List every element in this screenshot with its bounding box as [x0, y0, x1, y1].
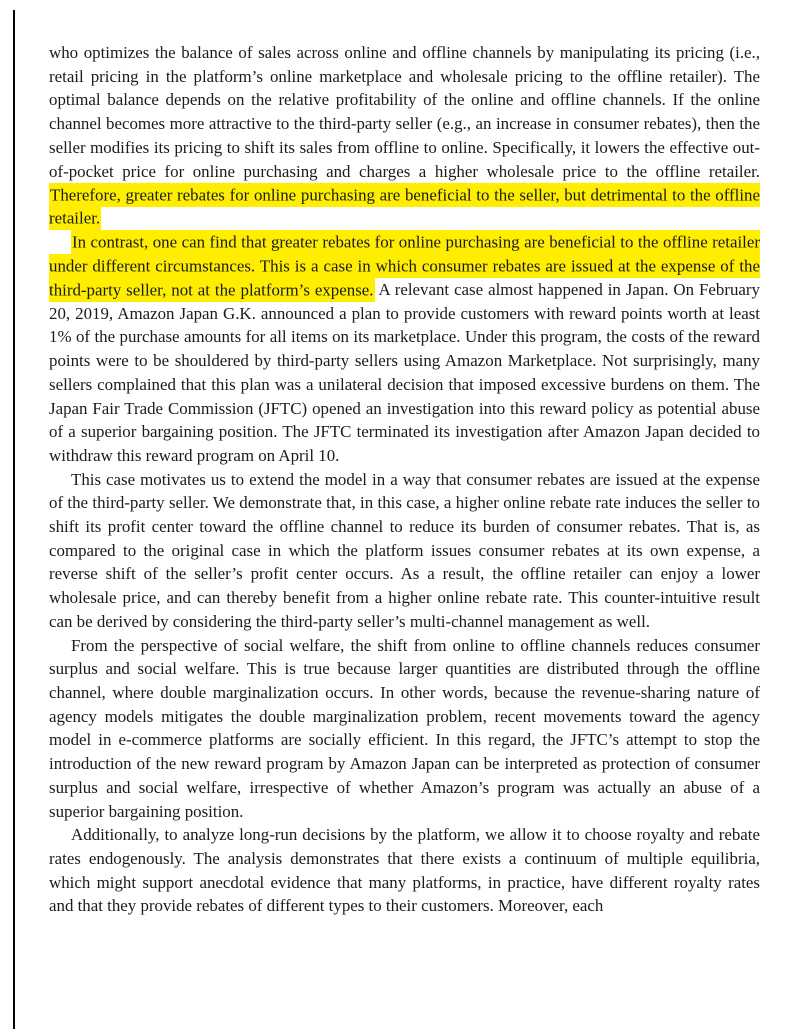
paragraph-5: [49, 823, 760, 918]
highlighted-text: In contrast, one can find that greater rebates for online purchasing are beneficial to the offline retailer under different circumstances. This is a case in which consumer rebates are issued at the expense of the third-party seller, not at the platform’s expense.: [49, 230, 760, 301]
body-text-segment: From the perspective of social welfare, the shift from online to offline channels reduces consumer surplus and social welfare. This is true because larger quantities are distributed through the offline channel, where double marginalization occurs. In other words, because the revenue-sharing nature of agency models mitigates the double marginalization problem, recent movements toward the agency model in e-commerce platforms are socially efficient. In this regard, the JFTC’s attempt to stop the introduction of the new reward program by Amazon Japan can be interpreted as protection of consumer surplus and social welfare, irrespective of whether Amazon’s program was actually an abuse of a superior bargaining position.: [49, 635, 760, 821]
page-edge-scan-artifact: [13, 10, 15, 1029]
highlighted-text: Therefore, greater rebates for online purchasing are beneficial to the seller, but detrimental to the offline retailer.: [49, 183, 760, 231]
body-text-segment: who optimizes the balance of sales across online and offline channels by manipulating its pricing (i.e., retail pricing in the platform’s online marketplace and wholesale pricing to the offline retailer). The optimal balance depends on the relative profitability of the online and offline channels. If the online channel becomes more attractive to the third-party seller (e.g., an increase in consumer rebates), then the seller modifies its pricing to shift its sales from offline to online. Specifically, it lowers the effective out-of-pocket price for online purchasing and charges a higher wholesale price to the offline retailer.: [49, 43, 760, 181]
paragraph-2: [49, 231, 760, 468]
paragraph-4: [49, 634, 760, 824]
body-text-segment: This case motivates us to extend the model in a way that consumer rebates are issued at the expense of the third-party seller. We demonstrate that, in this case, a higher online rebate rate induces the seller to shift its profit center toward the offline channel to reduce its burden of consumer rebates. That is, as compared to the original case in which the platform issues consumer rebates at its own expense, a reverse shift of the seller’s profit center occurs. As a result, the offline retailer can enjoy a lower wholesale price, and can thereby benefit from a higher online rebate rate. This counter-intuitive result can be derived by considering the third-party seller’s multi-channel management as well.: [49, 469, 760, 631]
body-text-segment: Additionally, to analyze long-run decisions by the platform, we allow it to choose royalty and rebate rates endogenously. The analysis demonstrates that there exists a continuum of multiple equilibria, which might support anecdotal evidence that many platforms, in practice, have different royalty rates and that they provide rebates of different types to their customers. Moreover, each: [49, 825, 760, 916]
body-text: [49, 41, 760, 918]
paragraph-1: [49, 41, 760, 231]
body-text-segment: A relevant case almost happened in Japan. On February 20, 2019, Amazon Japan G.K. announced a plan to provide customers with reward points worth at least 1% of the purchase amounts for all items on its marketplace. Under this program, the costs of the reward points were to be shouldered by third-party sellers using Amazon Marketplace. Not surprisingly, many sellers complained that this plan was a unilateral decision that imposed excessive burdens on them. The Japan Fair Trade Commission (JFTC) opened an investigation into this reward policy as potential abuse of a superior bargaining position. The JFTC terminated its investigation after Amazon Japan decided to withdraw this reward program on April 10.: [49, 280, 760, 465]
paragraph-3: [49, 468, 760, 634]
